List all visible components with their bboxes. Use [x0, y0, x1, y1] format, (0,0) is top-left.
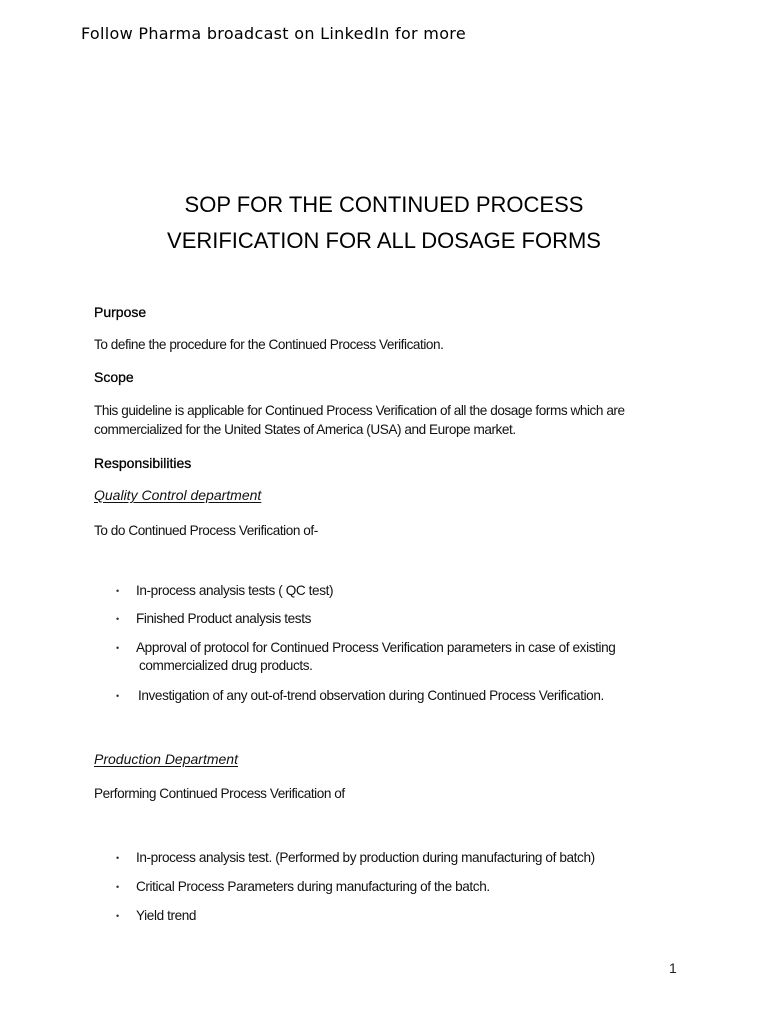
qc-list-item-continuation: commercialized drug products.: [139, 658, 313, 673]
purpose-text: To define the procedure for the Continued Process Verification.: [94, 337, 444, 352]
qc-list-item: Finished Product analysis tests: [136, 611, 311, 626]
bullet-icon: •: [116, 643, 120, 653]
production-list-item: Yield trend: [136, 908, 197, 923]
production-department-subheading: Production Department: [94, 751, 238, 767]
responsibilities-heading: Responsibilities: [94, 455, 192, 471]
header-note: Follow Pharma broadcast on LinkedIn for more: [81, 24, 466, 43]
scope-text-line-1: This guideline is applicable for Continued Process Verification of all the dosage forms which are: [94, 403, 625, 418]
bullet-icon: •: [116, 911, 120, 921]
bullet-icon: •: [116, 853, 120, 863]
scope-text-line-2: commercialized for the United States of America (USA) and Europe market.: [94, 422, 516, 437]
qc-department-subheading: Quality Control department: [94, 487, 262, 503]
document-title-line-2: VERIFICATION FOR ALL DOSAGE FORMS: [167, 228, 601, 253]
bullet-icon: •: [116, 882, 120, 892]
bullet-icon: •: [116, 691, 120, 701]
purpose-heading: Purpose: [94, 304, 147, 320]
production-intro-text: Performing Continued Process Verification of: [94, 786, 345, 801]
qc-list-item: Investigation of any out-of-trend observation during Continued Process Verification.: [138, 688, 604, 703]
page-number: 1: [669, 960, 677, 976]
qc-list-item: Approval of protocol for Continued Process Verification parameters in case of existing: [136, 640, 616, 655]
bullet-icon: •: [116, 614, 120, 624]
scope-heading: Scope: [94, 369, 134, 385]
bullet-icon: •: [116, 586, 120, 596]
qc-list-item: In-process analysis tests ( QC test): [136, 583, 334, 598]
qc-intro-text: To do Continued Process Verification of-: [94, 523, 318, 538]
document-title-line-1: SOP FOR THE CONTINUED PROCESS: [184, 192, 584, 217]
production-list-item: In-process analysis test. (Performed by production during manufacturing of batch): [136, 850, 595, 865]
production-list-item: Critical Process Parameters during manufacturing of the batch.: [136, 879, 490, 894]
